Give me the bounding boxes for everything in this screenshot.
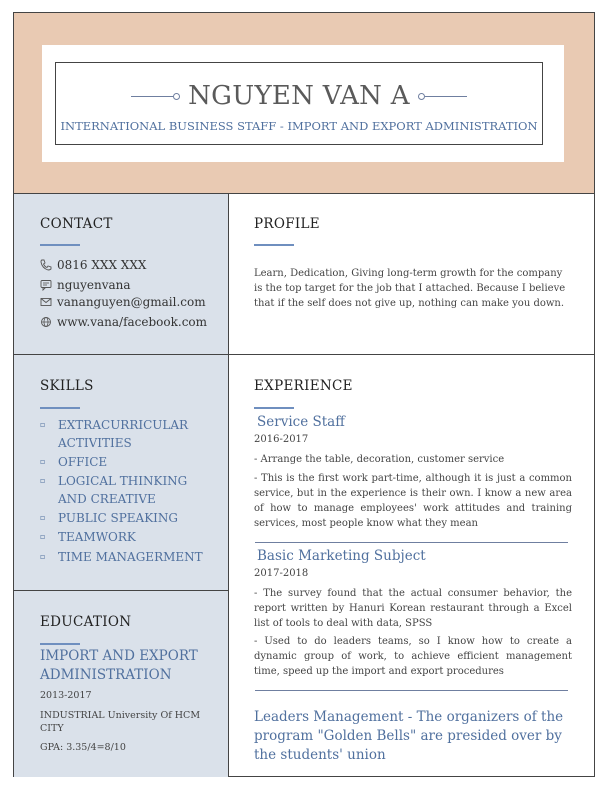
experience-rule (254, 407, 294, 409)
contact-web (40, 315, 207, 329)
job-title: Service Staff (257, 414, 345, 430)
contact-phone (40, 258, 146, 272)
phone-text: 0816 XXX XXX (57, 258, 147, 272)
bullet-icon: ▫ (40, 513, 46, 522)
job-line: - Used to do leaders teams, so I know how to create a dynamic group of work, to achieve efficient management time, speed up the import and export procedures (254, 636, 572, 677)
bullet-icon: ▫ (40, 552, 46, 561)
education-years: 2013-2017 (40, 690, 92, 701)
contact-title: CONTACT (40, 216, 113, 232)
mail-icon (40, 296, 52, 308)
job-years: 2017-2018 (254, 568, 309, 579)
row-divider-1 (14, 354, 594, 355)
header-frame (55, 62, 543, 145)
education-major: IMPORT AND EXPORT ADMINISTRATION (40, 648, 198, 683)
column-divider (228, 194, 229, 777)
skills-title: SKILLS (40, 378, 94, 394)
chat-text: nguyenvana (57, 278, 131, 292)
decor-dot-left (173, 93, 180, 100)
skills-rule (40, 407, 80, 409)
leadership-entry: Leaders Management - The organizers of the program "Golden Bells" are presided over by the students' union (254, 709, 564, 763)
chat-icon (40, 279, 52, 291)
profile-text: Learn, Dedication, Giving long-term growth for the company is the top target for the job that I attached. Because I believe that if the self does not give up, nothing can make you down. (254, 268, 566, 309)
job-separator (255, 542, 568, 543)
header-card (42, 45, 564, 162)
job-separator (255, 690, 568, 691)
job-subtitle: INTERNATIONAL BUSINESS STAFF - IMPORT AND EXPORT ADMINISTRATION (60, 119, 538, 133)
skill-item: ▫ OFFICE (40, 455, 108, 469)
decor-dot-right (418, 93, 425, 100)
job-line: - The survey found that the actual consumer behavior, the report written by Hanuri Korean restaurant through a Excel list of tools to deal with data, SPSS (254, 588, 572, 629)
email-text: vananguyen@gmail.com (57, 295, 206, 309)
resume-page (13, 12, 595, 777)
phone-icon (40, 259, 52, 271)
candidate-name: NGUYEN VAN A (188, 81, 410, 111)
job-line: - Arrange the table, decoration, customer service (254, 454, 505, 465)
bullet-icon: ▫ (40, 457, 46, 466)
education-title: EDUCATION (40, 614, 132, 630)
contact-chat (40, 278, 131, 292)
education-gpa: GPA: 3.35/4=8/10 (40, 742, 126, 753)
education-school: INDUSTRIAL University Of HCM CITY (40, 710, 201, 734)
bullet-icon: ▫ (40, 476, 46, 485)
skill-item: ▫ PUBLIC SPEAKING (40, 511, 179, 525)
experience-title: EXPERIENCE (254, 378, 353, 394)
skill-item: ▫ EXTRACURRICULAR ACTIVITIES (40, 418, 189, 450)
contact-rule (40, 244, 80, 246)
job-title: Basic Marketing Subject (257, 548, 426, 564)
decor-line-left (131, 96, 173, 97)
name-row (56, 81, 542, 111)
profile-rule (254, 244, 294, 246)
row-divider-2 (14, 590, 228, 591)
web-text: www.vana/facebook.com (57, 315, 208, 329)
education-rule (40, 643, 80, 645)
skill-item: ▫ TIME MANAGERMENT (40, 550, 203, 564)
globe-icon (40, 316, 52, 328)
skill-item: ▫ LOGICAL THINKING AND CREATIVE (40, 474, 188, 506)
job-line: - This is the first work part-time, although it is just a common service, but in the experience is their own. I know a new area of how to manage employees' work attitudes and training services, most people know what they mean (254, 473, 572, 529)
skill-item: ▫ TEAMWORK (40, 530, 136, 544)
decor-line-right (425, 96, 467, 97)
header-band (14, 13, 594, 194)
job-years: 2016-2017 (254, 434, 309, 445)
bullet-icon: ▫ (40, 420, 46, 429)
bullet-icon: ▫ (40, 532, 46, 541)
profile-title: PROFILE (254, 216, 320, 232)
contact-email (40, 295, 206, 309)
